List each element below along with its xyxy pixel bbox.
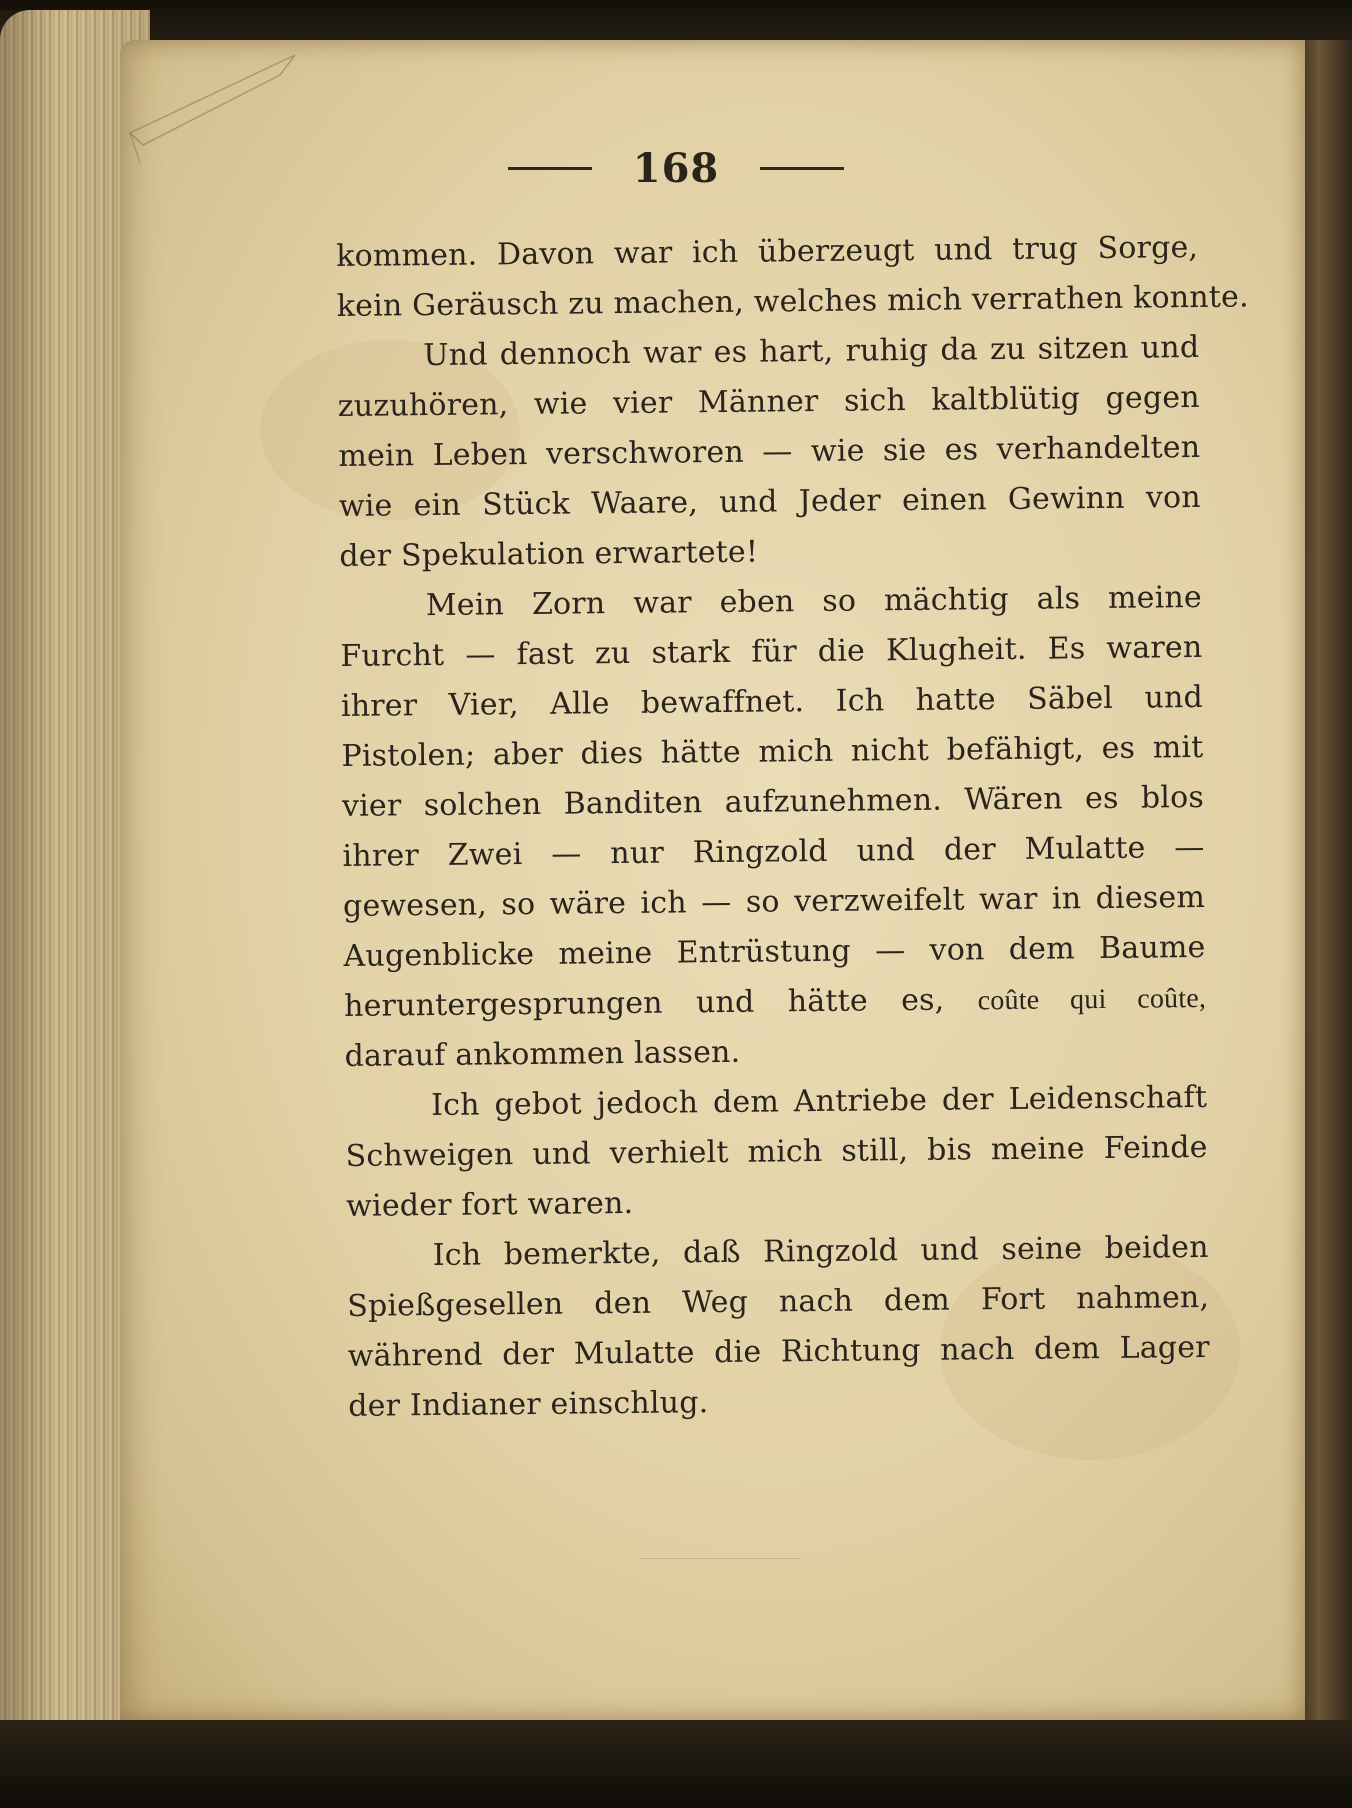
text-line: wie ein Stück Waare, und Jeder einen Gewinn von (338, 479, 1202, 524)
text-line: Und dennoch war es hart, ruhig da zu sitzen und (423, 329, 1200, 374)
book-cover-edge (1297, 40, 1352, 1770)
text-line: Pistolen; aber dies hätte mich nicht befähigt, es mit (341, 729, 1204, 774)
text-line: der Spekulation erwartete! (339, 534, 759, 574)
page-header (0, 145, 1352, 192)
text-line: während der Mulatte die Richtung nach dem Lager (347, 1329, 1210, 1374)
text-line: Ich bemerkte, daß Ringzold und seine beiden (432, 1229, 1209, 1274)
background-bottom (0, 1720, 1352, 1808)
body-text (336, 223, 1249, 1432)
text-line: ihrer Zwei — nur Ringzold und der Mulatte — (342, 829, 1205, 874)
faint-rule (640, 1558, 800, 1559)
text-segment: heruntergesprungen und hätte es, (343, 982, 945, 1024)
text-line: gewesen, so wäre ich — so verzweifelt war in diesem (342, 879, 1206, 924)
text-line: ihrer Vier, Alle bewaffnet. Ich hatte Säbel und (340, 679, 1204, 724)
text-line: Spießgesellen den Weg nach dem Fort nahmen, (347, 1279, 1210, 1324)
text-line: darauf ankommen lassen. (344, 1034, 741, 1074)
text-line: mein Leben verschworen — wie sie es verhandelten (338, 429, 1201, 474)
text-line-with-latin (344, 973, 1206, 1032)
text-line: kommen. Davon war ich überzeugt und trug Sorge, (336, 229, 1199, 274)
text-line: kein Geräusch zu machen, welches mich verrathen konnte. (336, 279, 1249, 324)
text-line: Schweigen und verhielt mich still, bis meine Feinde (345, 1129, 1208, 1174)
text-line: der Indianer einschlug. (348, 1385, 709, 1424)
page-number: 168 (632, 145, 720, 192)
text-line: Augenblicke meine Entrüstung — von dem Baume (343, 929, 1206, 974)
header-dash-right (760, 167, 844, 170)
text-line: wieder fort waren. (346, 1185, 634, 1224)
latin-phrase: coûte qui coûte, (977, 982, 1207, 1017)
text-line: Furcht — fast zu stark für die Klugheit. Es waren (340, 629, 1203, 674)
text-line: vier solchen Banditen aufzunehmen. Wären es blos (341, 779, 1205, 824)
text-line: Mein Zorn war eben so mächtig als meine (425, 579, 1203, 624)
text-line: zuzuhören, wie vier Männer sich kaltblütig gegen (337, 379, 1200, 424)
header-dash-left (508, 167, 592, 170)
text-line: Ich gebot jedoch dem Antriebe der Leidenschaft (430, 1079, 1208, 1124)
